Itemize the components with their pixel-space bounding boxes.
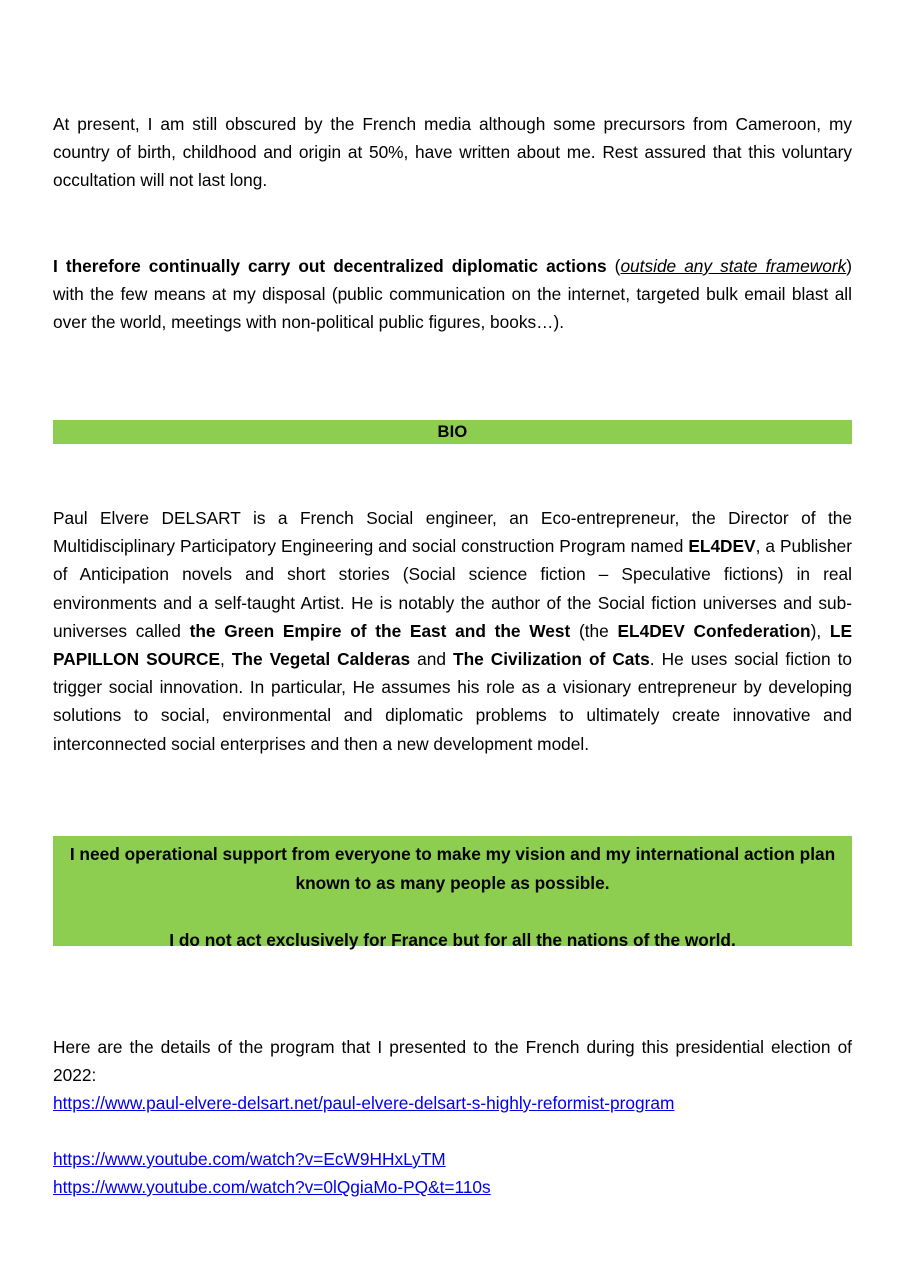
paragraph-program-intro: Here are the details of the program that I presented to the French during this presidential election of 2022: [53,1037,852,1086]
support-callout-box [53,836,852,950]
bio-bold-green-empire: the Green Empire of the East and the West [189,620,571,641]
bio-seg-7: . He uses social fiction to trigger social innovation. In particular, He assumes his role as a visionary entrepreneur by developing solutions to social, environmental and diplomatic problems to ultimately create innovative and interconnected social enterprises and then a new development model. [53,649,853,754]
callout-line-1: I need operational support from everyone to make my vision and my international action plan known to as many people as possible. [69,844,836,893]
bio-bold-papillon-source: LE PAPILLON SOURCE [53,620,852,670]
bio-seg-1: Paul Elvere DELSART is a French Social engineer, an Eco-entrepreneur, the Director of the Multidisciplinary Participatory Engineering and social construction Program named [53,508,852,557]
program-link-line [53,1089,852,1117]
bio-seg-4: ), [810,620,830,641]
bio-seg-3: (the [570,620,618,641]
paragraph-media: At present, I am still obscured by the French media although some precursors from Cameroon, my country of birth, childhood and origin at 50%, have written about me. Rest assured that this voluntary occultation will not last long. [53,114,852,191]
bio-bold-el4dev: EL4DEV [688,536,756,557]
bio-bold-civilization-of-cats: The Civilization of Cats [453,649,650,670]
bio-seg-6: and [410,649,454,670]
actions-rest: ) with the few means at my disposal (public communication on the internet, targeted bulk email blast all over the world, meetings with non-political public figures, books…). [53,256,853,333]
link-youtube-1[interactable]: https://www.youtube.com/watch?v=EcW9HHxLyTM [53,1149,446,1169]
paragraph-bio-block [53,504,852,758]
bio-seg-2: , a Publisher of Anticipation novels and short stories (Social science fiction – Speculative fictions) in real environments and a self-taught Artist. He is notably the author of the Social fiction universes and sub-universes called [53,536,853,641]
callout-line-2: I do not act exclusively for France but for all the nations of the world. [169,929,736,950]
bio-seg-5: , [220,649,232,670]
bio-bold-vegetal-calderas: The Vegetal Calderas [231,649,411,670]
bio-section-banner [53,420,852,444]
actions-italic-underlined: outside any state framework [620,256,847,276]
paragraph-program-intro-block [53,1033,852,1089]
bio-bold-confederation: EL4DEV Confederation [617,620,811,641]
paragraph-bio [53,504,852,758]
paragraph-actions-block [53,252,852,337]
callout-blank-line [65,897,840,926]
paragraph-media-block [53,110,852,195]
link-program[interactable]: https://www.paul-elvere-delsart.net/paul-elvere-delsart-s-highly-reformist-program [53,1093,675,1113]
actions-bold-lead: I therefore continually carry out decentralized diplomatic actions [53,256,607,276]
paragraph-actions [53,252,852,337]
actions-paren-open: ( [606,256,621,276]
bio-banner-label: BIO [437,422,468,441]
youtube-link-1-line [53,1145,852,1173]
youtube-link-2-line [53,1173,852,1201]
link-youtube-2[interactable]: https://www.youtube.com/watch?v=0lQgiaMo-PQ&t=110s [53,1177,491,1197]
